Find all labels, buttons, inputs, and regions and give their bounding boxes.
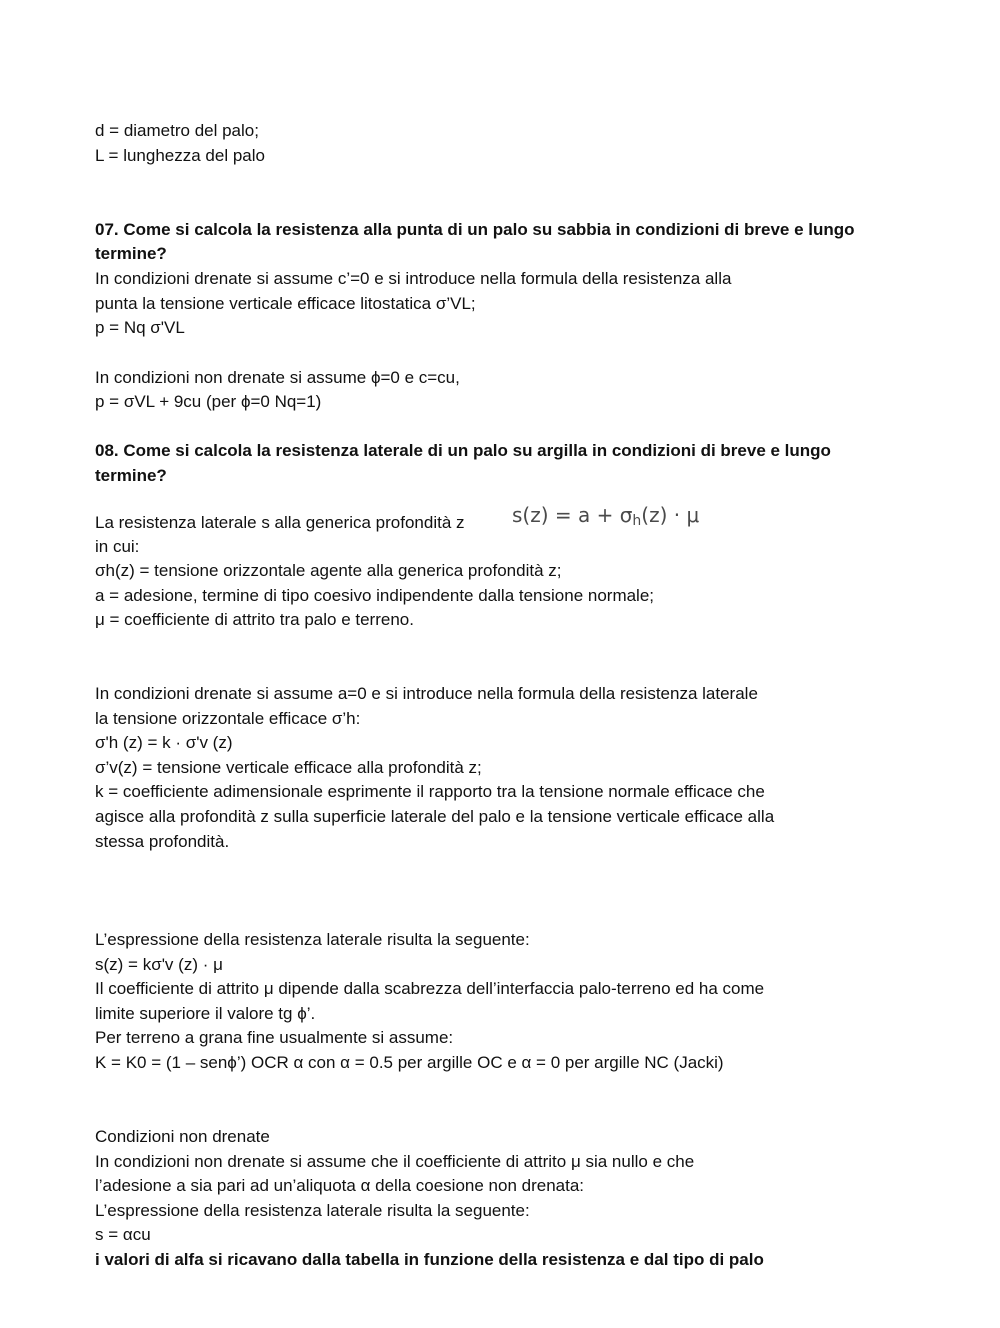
formula-line: p = σVL + 9cu (per ϕ=0 Nq=1) [95, 392, 322, 411]
text-line: a = adesione, termine di tipo coesivo indipendente dalla tensione normale; [95, 586, 655, 605]
text-line: L = lunghezza del palo [95, 146, 265, 165]
text-line: punta la tensione verticale efficace litostatica σ’VL; [95, 294, 476, 313]
question-08-heading: 08. Come si calcola la resistenza laterale di un palo su argilla in condizioni di breve e lungo [95, 441, 831, 460]
formula-line: s(z) = kσ'v (z) · μ [95, 955, 223, 974]
text-line: In condizioni drenate si assume a=0 e si introduce nella formula della resistenza laterale [95, 684, 758, 703]
question-08-heading-cont: termine? [95, 466, 167, 485]
text-line: Il coefficiente di attrito μ dipende dalla scabrezza dell’interfaccia palo-terreno ed ha come [95, 979, 765, 998]
text-line: l’adesione a sia pari ad un’aliquota α della coesione non drenata: [95, 1176, 585, 1195]
text-line: limite superiore il valore tg ϕ’. [95, 1004, 316, 1023]
section-label: Condizioni non drenate [95, 1127, 270, 1146]
formula-line: p = Nq σ'VL [95, 318, 185, 337]
text-line: L’espressione della resistenza laterale risulta la seguente: [95, 1201, 530, 1220]
formula-line: σ'h (z) = k · σ'v (z) [95, 733, 233, 752]
text-line: k = coefficiente adimensionale esprimente il rapporto tra la tensione normale efficace che [95, 782, 765, 801]
question-07-heading-cont: termine? [95, 244, 167, 263]
text-line: μ = coefficiente di attrito tra palo e terreno. [95, 610, 414, 629]
text-line: In condizioni drenate si assume c’=0 e si introduce nella formula della resistenza alla [95, 269, 732, 288]
text-line: In condizioni non drenate si assume che il coefficiente di attrito μ sia nullo e che [95, 1152, 695, 1171]
text-line: la tensione orizzontale efficace σ’h: [95, 709, 361, 728]
text-line: in cui: [95, 537, 140, 556]
text-line: In condizioni non drenate si assume ϕ=0 e c=cu, [95, 368, 460, 387]
text-line: stessa profondità. [95, 832, 230, 851]
text-line: σ’v(z) = tensione verticale efficace alla profondità z; [95, 758, 482, 777]
text-line: La resistenza laterale s alla generica profondità z [95, 513, 465, 532]
closing-note: i valori di alfa si ricavano dalla tabella in funzione della resistenza e dal tipo di palo [95, 1250, 764, 1269]
text-line: d = diametro del palo; [95, 121, 259, 140]
formula-line: s = αcu [95, 1225, 151, 1244]
text-line: σh(z) = tensione orizzontale agente alla generica profondità z; [95, 561, 562, 580]
question-07-heading: 07. Come si calcola la resistenza alla punta di un palo su sabbia in condizioni di breve e lungo [95, 220, 855, 239]
text-line: Per terreno a grana fine usualmente si assume: [95, 1028, 454, 1047]
text-line: L’espressione della resistenza laterale risulta la seguente: [95, 930, 530, 949]
text-line: agisce alla profondità z sulla superficie laterale del palo e la tensione verticale efficace alla [95, 807, 775, 826]
formula-line: K = K0 = (1 – senϕ’) OCR α con α = 0.5 per argille OC e α = 0 per argille NC (Jacki) [95, 1053, 724, 1072]
lateral-resistance-formula: $s(z) = a + \sigma_h(z) \cdot \mu$ [512, 503, 700, 529]
